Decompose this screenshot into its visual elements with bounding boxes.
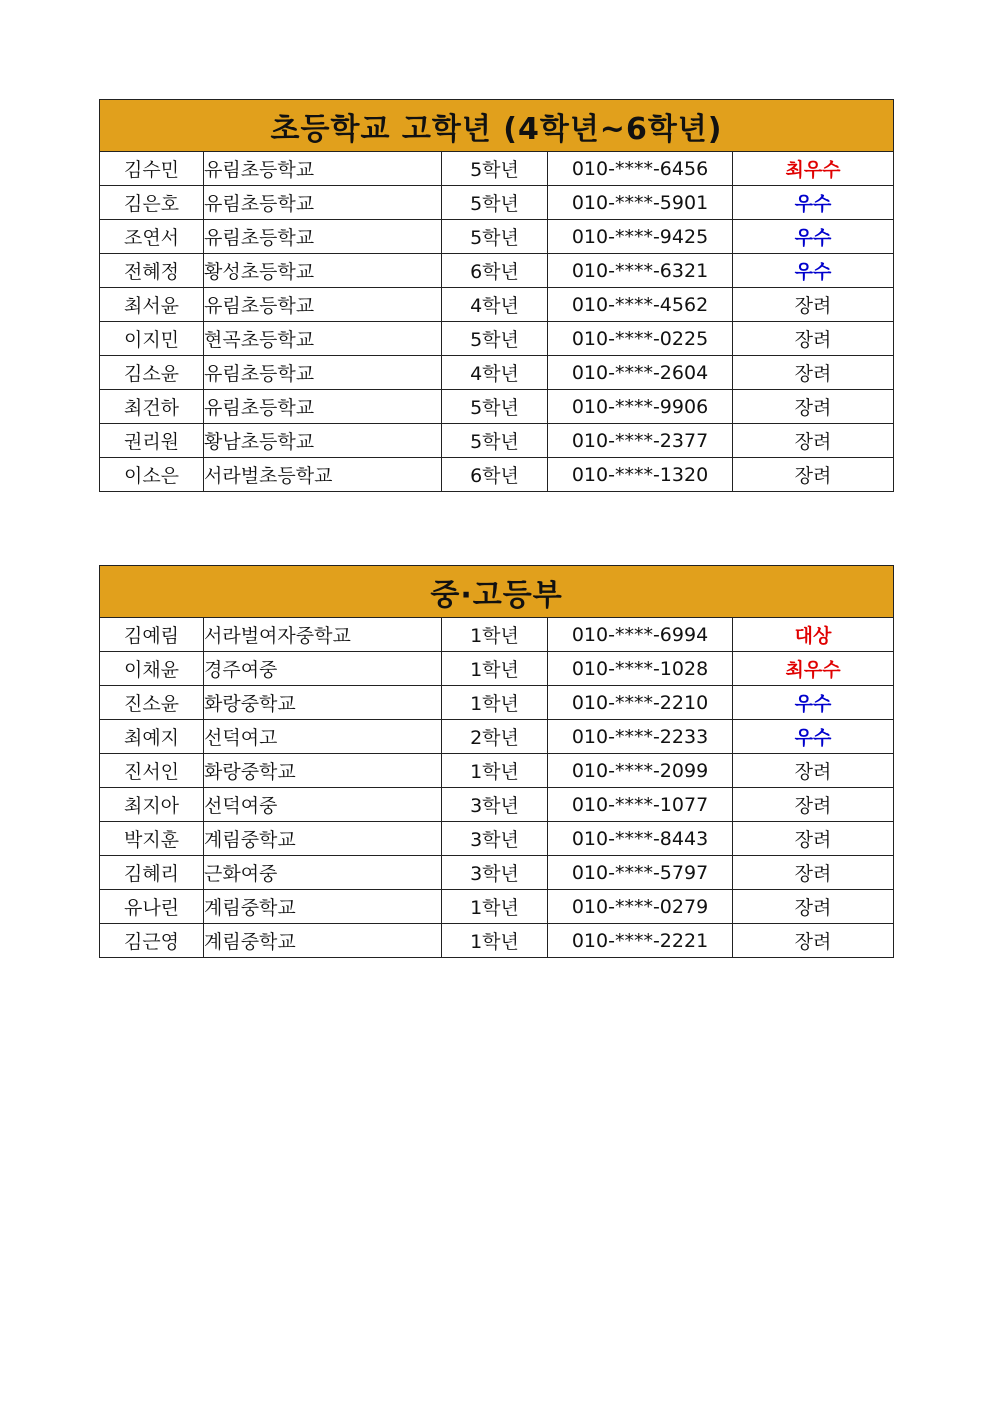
phone-cell: 010-****-2377 [548, 424, 733, 458]
award-cell: 장려 [733, 322, 894, 356]
table-row [100, 618, 894, 652]
secondary-table-title: 중·고등부 [100, 566, 894, 618]
award-cell: 우수 [733, 686, 894, 720]
school-cell: 유림초등학교 [204, 356, 442, 390]
grade-cell: 4학년 [442, 356, 548, 390]
grade-cell: 4학년 [442, 288, 548, 322]
table-row [100, 754, 894, 788]
school-cell: 화랑중학교 [204, 686, 442, 720]
table-row [100, 822, 894, 856]
phone-cell: 010-****-0225 [548, 322, 733, 356]
student-name-cell: 최지아 [100, 788, 204, 822]
phone-cell: 010-****-2210 [548, 686, 733, 720]
table-row [100, 390, 894, 424]
student-name-cell: 박지훈 [100, 822, 204, 856]
table-row [100, 924, 894, 958]
award-cell: 장려 [733, 458, 894, 492]
grade-cell: 3학년 [442, 822, 548, 856]
award-cell: 우수 [733, 186, 894, 220]
school-cell: 유림초등학교 [204, 390, 442, 424]
school-cell: 서라벌여자중학교 [204, 618, 442, 652]
grade-cell: 5학년 [442, 390, 548, 424]
grade-cell: 6학년 [442, 254, 548, 288]
school-cell: 계림중학교 [204, 890, 442, 924]
grade-cell: 5학년 [442, 152, 548, 186]
award-cell: 우수 [733, 720, 894, 754]
award-cell: 장려 [733, 788, 894, 822]
award-cell: 장려 [733, 754, 894, 788]
student-name-cell: 조연서 [100, 220, 204, 254]
grade-cell: 1학년 [442, 754, 548, 788]
table-row [100, 152, 894, 186]
elementary-award-table [99, 99, 894, 492]
phone-cell: 010-****-2233 [548, 720, 733, 754]
student-name-cell: 최예지 [100, 720, 204, 754]
school-cell: 경주여중 [204, 652, 442, 686]
school-cell: 유림초등학교 [204, 152, 442, 186]
school-cell: 화랑중학교 [204, 754, 442, 788]
table-row [100, 652, 894, 686]
grade-cell: 1학년 [442, 652, 548, 686]
table-row [100, 458, 894, 492]
phone-cell: 010-****-1028 [548, 652, 733, 686]
phone-cell: 010-****-9425 [548, 220, 733, 254]
award-cell: 장려 [733, 856, 894, 890]
phone-cell: 010-****-5797 [548, 856, 733, 890]
school-cell: 선덕여고 [204, 720, 442, 754]
elementary-table-title: 초등학교 고학년 (4학년~6학년) [100, 100, 894, 152]
grade-cell: 1학년 [442, 890, 548, 924]
award-cell: 장려 [733, 924, 894, 958]
elementary-table-body [100, 152, 894, 492]
award-cell: 장려 [733, 390, 894, 424]
grade-cell: 6학년 [442, 458, 548, 492]
grade-cell: 1학년 [442, 618, 548, 652]
phone-cell: 010-****-8443 [548, 822, 733, 856]
student-name-cell: 이지민 [100, 322, 204, 356]
table-row [100, 686, 894, 720]
school-cell: 근화여중 [204, 856, 442, 890]
student-name-cell: 김수민 [100, 152, 204, 186]
secondary-table-body [100, 618, 894, 958]
grade-cell: 5학년 [442, 424, 548, 458]
student-name-cell: 최서윤 [100, 288, 204, 322]
student-name-cell: 이채윤 [100, 652, 204, 686]
school-cell: 황남초등학교 [204, 424, 442, 458]
phone-cell: 010-****-2099 [548, 754, 733, 788]
student-name-cell: 김근영 [100, 924, 204, 958]
grade-cell: 3학년 [442, 788, 548, 822]
award-cell: 장려 [733, 890, 894, 924]
grade-cell: 5학년 [442, 220, 548, 254]
grade-cell: 1학년 [442, 924, 548, 958]
student-name-cell: 진서인 [100, 754, 204, 788]
award-cell: 최우수 [733, 152, 894, 186]
table-row [100, 720, 894, 754]
student-name-cell: 김소윤 [100, 356, 204, 390]
table-row [100, 254, 894, 288]
table-row [100, 186, 894, 220]
table-row [100, 356, 894, 390]
award-cell: 장려 [733, 288, 894, 322]
grade-cell: 2학년 [442, 720, 548, 754]
school-cell: 유림초등학교 [204, 288, 442, 322]
table-row [100, 288, 894, 322]
table-row [100, 424, 894, 458]
school-cell: 계림중학교 [204, 822, 442, 856]
table-row [100, 788, 894, 822]
student-name-cell: 권리원 [100, 424, 204, 458]
student-name-cell: 최건하 [100, 390, 204, 424]
school-cell: 현곡초등학교 [204, 322, 442, 356]
phone-cell: 010-****-0279 [548, 890, 733, 924]
grade-cell: 5학년 [442, 322, 548, 356]
student-name-cell: 김예림 [100, 618, 204, 652]
school-cell: 선덕여중 [204, 788, 442, 822]
grade-cell: 5학년 [442, 186, 548, 220]
phone-cell: 010-****-6321 [548, 254, 733, 288]
phone-cell: 010-****-2604 [548, 356, 733, 390]
student-name-cell: 이소은 [100, 458, 204, 492]
table-row [100, 890, 894, 924]
grade-cell: 1학년 [442, 686, 548, 720]
award-cell: 대상 [733, 618, 894, 652]
student-name-cell: 전혜정 [100, 254, 204, 288]
award-cell: 장려 [733, 424, 894, 458]
award-cell: 장려 [733, 822, 894, 856]
school-cell: 유림초등학교 [204, 186, 442, 220]
school-cell: 황성초등학교 [204, 254, 442, 288]
school-cell: 유림초등학교 [204, 220, 442, 254]
table-row [100, 220, 894, 254]
phone-cell: 010-****-1077 [548, 788, 733, 822]
student-name-cell: 유나린 [100, 890, 204, 924]
student-name-cell: 김혜리 [100, 856, 204, 890]
award-cell: 우수 [733, 254, 894, 288]
award-cell: 우수 [733, 220, 894, 254]
award-cell: 장려 [733, 356, 894, 390]
phone-cell: 010-****-5901 [548, 186, 733, 220]
phone-cell: 010-****-1320 [548, 458, 733, 492]
phone-cell: 010-****-9906 [548, 390, 733, 424]
phone-cell: 010-****-6456 [548, 152, 733, 186]
table-row [100, 856, 894, 890]
phone-cell: 010-****-4562 [548, 288, 733, 322]
award-cell: 최우수 [733, 652, 894, 686]
school-cell: 계림중학교 [204, 924, 442, 958]
school-cell: 서라벌초등학교 [204, 458, 442, 492]
phone-cell: 010-****-2221 [548, 924, 733, 958]
student-name-cell: 김은호 [100, 186, 204, 220]
phone-cell: 010-****-6994 [548, 618, 733, 652]
secondary-award-table [99, 565, 894, 958]
grade-cell: 3학년 [442, 856, 548, 890]
student-name-cell: 진소윤 [100, 686, 204, 720]
table-row [100, 322, 894, 356]
